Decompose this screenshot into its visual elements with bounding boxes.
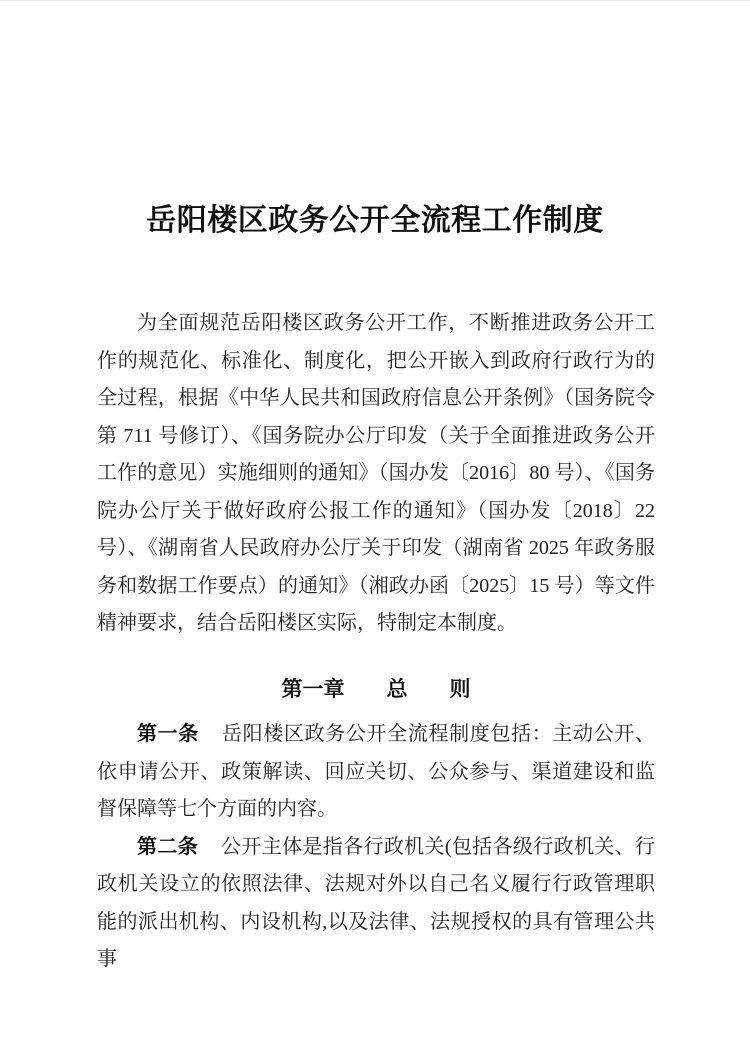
article-label: 第二条 — [137, 835, 199, 858]
document-body — [97, 305, 655, 979]
article-label: 第一条 — [137, 723, 199, 745]
article-text: 公开主体是指各行政机关(包括各级行政机关、行政机关设立的依照法律、法规对外以自己名义履行行政管理职能的派出机构、内设机构,以及法律、法规授权的具有管理公共事 — [97, 835, 655, 970]
article-paragraph — [97, 716, 655, 829]
article-text: 岳阳楼区政务公开全流程制度包括：主动公开、依申请公开、政策解读、回应关切、公众参与、渠道建设和监督保障等七个方面的内容。 — [97, 723, 656, 820]
article-paragraph — [97, 829, 655, 979]
document-title: 岳阳楼区政务公开全流程工作制度 — [146, 204, 604, 237]
chapter-heading: 第一章 总 则 — [281, 677, 471, 701]
intro-paragraph: 为全面规范岳阳楼区政务公开工作，不断推进政务公开工作的规范化、标准化、制度化，把公开嵌入到政府行政行为的全过程，根据《中华人民共和国政府信息公开条例》（国务院令第 711 号修订）、《国务院办公厅印发（关于全面推进政务公开工作的意见）实施细则的通知》（国办发〔2016〕80 号）、《国务院办公厅关于做好政府公报工作的通知》（国办发〔2018〕22 号）、《湖南省人民政府办公厅关于印发（湖南省 2025 年政务服务和数据工作要点）的通知》（湘政办函〔2025〕15 号）等文件精神要求，结合岳阳楼区实际，特制定本制度。 — [97, 312, 655, 634]
